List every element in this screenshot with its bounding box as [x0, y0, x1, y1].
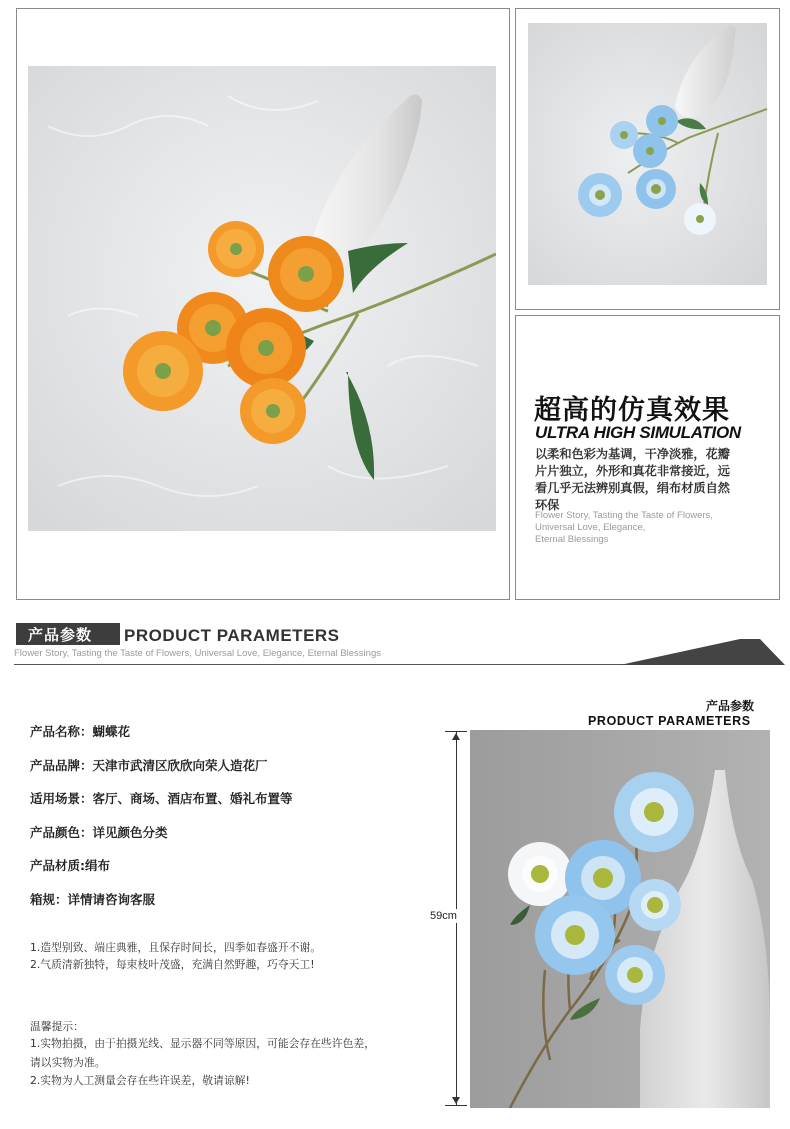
tips-heading: 温馨提示： — [30, 1020, 84, 1033]
blue-flower-photo — [528, 23, 767, 285]
tips-line: 2.实物为人工测量会存在些许误差，敬请谅解! — [30, 1074, 250, 1087]
section-label-cn: 产品参数 — [28, 626, 93, 644]
feature-title-cn: 超高的仿真效果 — [534, 395, 730, 426]
section-divider — [14, 664, 639, 665]
photo-header-en: PRODUCT PARAMETERS — [588, 714, 751, 728]
feature-description-en-line: Universal Love, Elegance, — [535, 522, 646, 533]
feature-description-line: 环保 — [535, 498, 560, 512]
dimension-arrow-up — [452, 733, 460, 740]
dimension-arrow-down — [452, 1097, 460, 1104]
section-label-en: PRODUCT PARAMETERS — [124, 626, 340, 645]
tips-line: 1.实物拍摄，由于拍摄光线、显示器不同等原因，可能会存在些许色差， — [30, 1037, 376, 1050]
photo-header-cn: 产品参数 — [706, 699, 755, 713]
section-subtitle: Flower Story, Tasting the Taste of Flowers, Universal Love, Elegance, Eternal Blessings — [14, 648, 381, 659]
feature-description-line: 看几乎无法辨别真假，绢布材质自然 — [535, 481, 730, 495]
param-color: 产品颜色：详见颜色分类 — [30, 825, 168, 840]
tips-line: 请以实物为准。 — [30, 1056, 106, 1069]
feature-description-en-line: Flower Story, Tasting the Taste of Flowers, — [535, 510, 713, 521]
param-material: 产品材质:绢布 — [30, 858, 110, 873]
feature-title-en: ULTRA HIGH SIMULATION — [535, 423, 741, 442]
section-wedge-decoration — [620, 637, 785, 667]
feature-description-en — [535, 510, 775, 546]
param-scene: 适用场景：客厅、商场、酒店布置、婚礼布置等 — [30, 791, 293, 806]
dimension-bottom-tick — [445, 1105, 467, 1106]
param-name: 产品名称：蝴蝶花 — [30, 724, 131, 739]
orange-flower-photo — [28, 66, 496, 531]
dimension-label: 59cm — [430, 910, 457, 922]
product-height-photo — [470, 730, 770, 1108]
param-brand: 产品品牌：天津市武清区欣欣向荣人造花厂 — [30, 758, 268, 773]
feature-description-line: 片片独立，外形和真花非常接近，远 — [535, 464, 730, 478]
feature-note-1: 1.造型别致、端庄典雅，且保存时间长，四季如春盛开不谢。 — [30, 941, 322, 954]
feature-note-2: 2.气质清新独特，每束枝叶茂盛，充满自然野趣，巧夺天工! — [30, 958, 315, 971]
feature-description-en-line: Eternal Blessings — [535, 534, 609, 545]
feature-description-line: 以柔和色彩为基调，干净淡雅，花瓣 — [535, 447, 730, 461]
feature-description — [535, 446, 775, 514]
param-carton: 箱规：详情请咨询客服 — [30, 892, 156, 907]
